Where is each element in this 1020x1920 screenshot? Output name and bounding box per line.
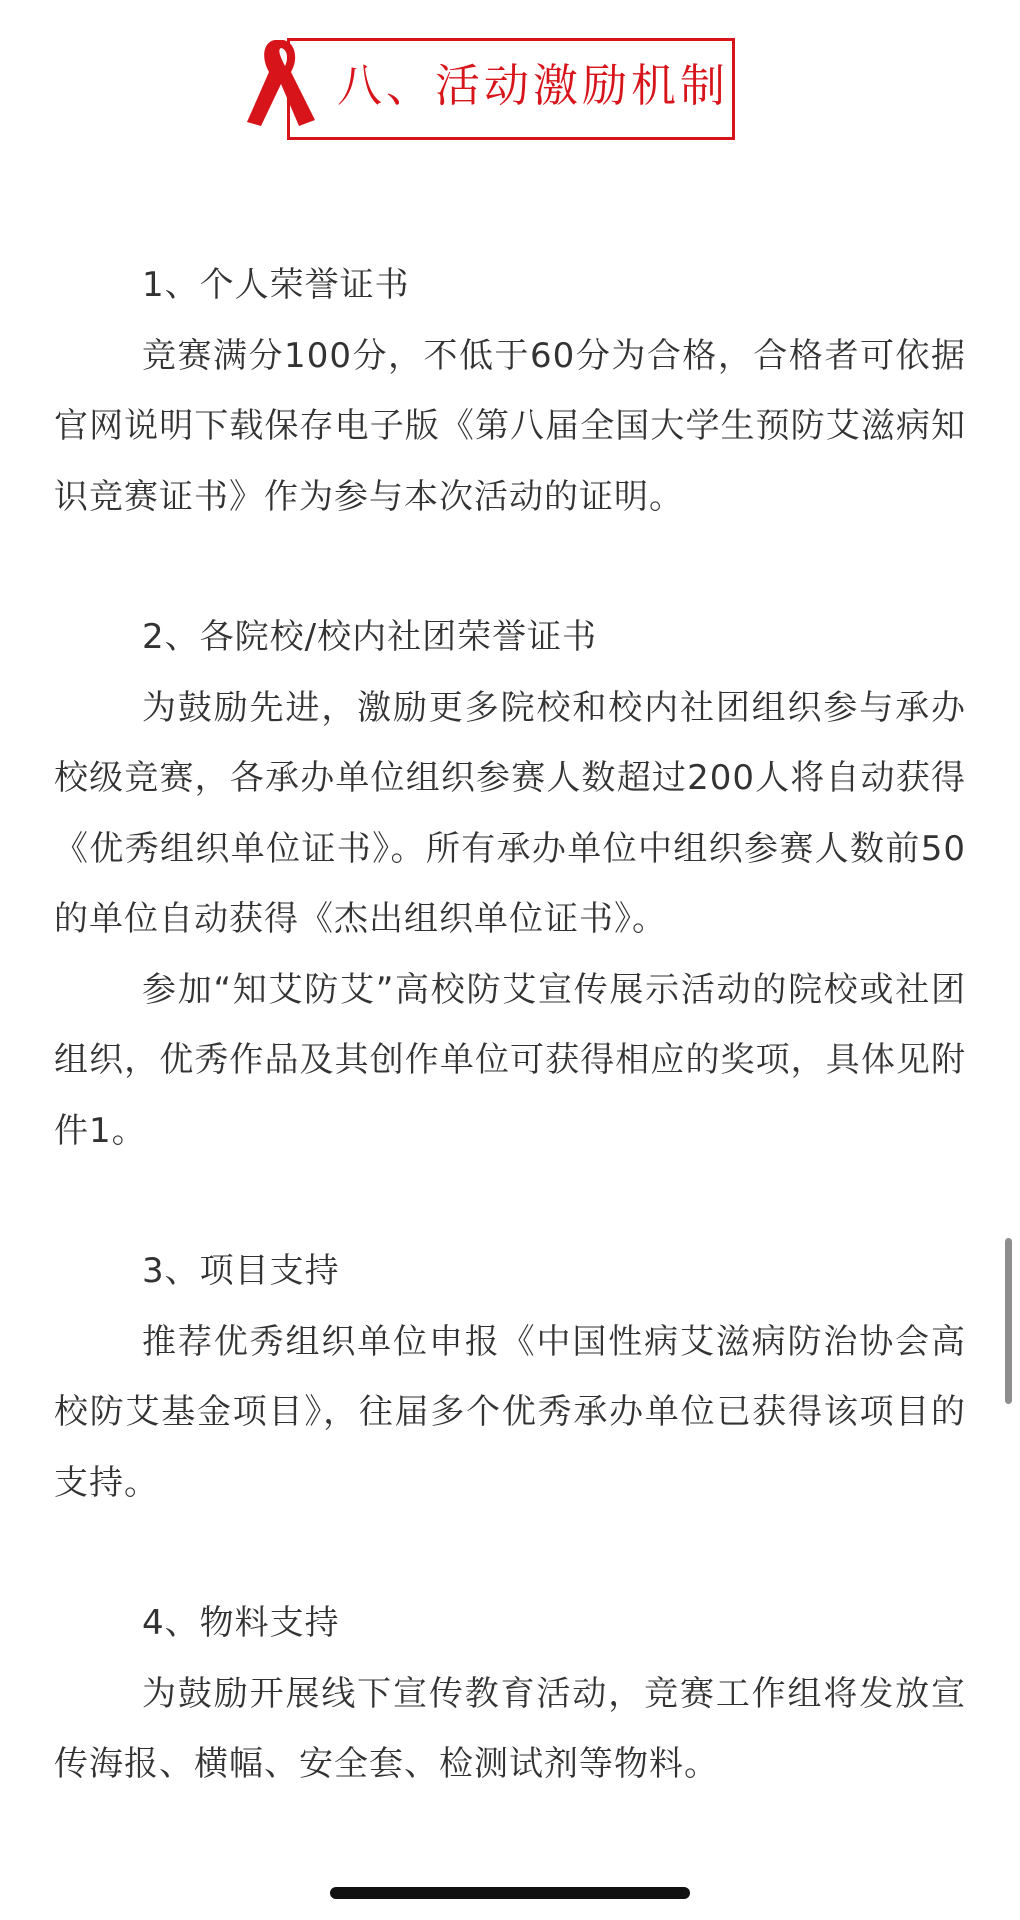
- home-indicator[interactable]: [330, 1887, 690, 1899]
- section-paragraph: 参加“知艾防艾”高校防艾宣传展示活动的院校或社团组织，优秀作品及其创作单位可获得相应的奖项，具体见附件1。: [54, 969, 966, 1151]
- section-heading: 4、物料支持: [142, 1603, 340, 1643]
- section-paragraph: 推荐优秀组织单位申报《中国性病艾滋病防治协会高校防艾基金项目》，往届多个优秀承办单位已获得该项目的支持。: [54, 1321, 966, 1503]
- section-heading: 1、个人荣誉证书: [142, 265, 410, 305]
- section-material-support: [54, 1588, 966, 1800]
- article-body: [54, 250, 966, 1870]
- section-project-support: [54, 1236, 966, 1518]
- section-header: [237, 34, 729, 140]
- red-ribbon-icon: [237, 34, 333, 130]
- section-paragraph: 为鼓励开展线下宣传教育活动，竞赛工作组将发放宣传海报、横幅、安全套、检测试剂等物料。: [54, 1673, 966, 1784]
- section-paragraph: 为鼓励先进，激励更多院校和校内社团组织参与承办校级竞赛，各承办单位组织参赛人数超过200人将自动获得《优秀组织单位证书》。所有承办单位中组织参赛人数前50的单位自动获得《杰出组织单位证书》。: [54, 687, 966, 939]
- vertical-scrollbar[interactable]: [1005, 1238, 1012, 1404]
- section-personal-certificate: [54, 250, 966, 532]
- section-heading: 2、各院校/校内社团荣誉证书: [142, 617, 598, 657]
- section-heading: 3、项目支持: [142, 1251, 340, 1291]
- section-school-certificate: [54, 602, 966, 1166]
- page-title: 八、活动激励机制: [337, 59, 730, 112]
- section-paragraph: 竞赛满分100分，不低于60分为合格，合格者可依据官网说明下载保存电子版《第八届全国大学生预防艾滋病知识竞赛证书》作为参与本次活动的证明。: [54, 335, 966, 517]
